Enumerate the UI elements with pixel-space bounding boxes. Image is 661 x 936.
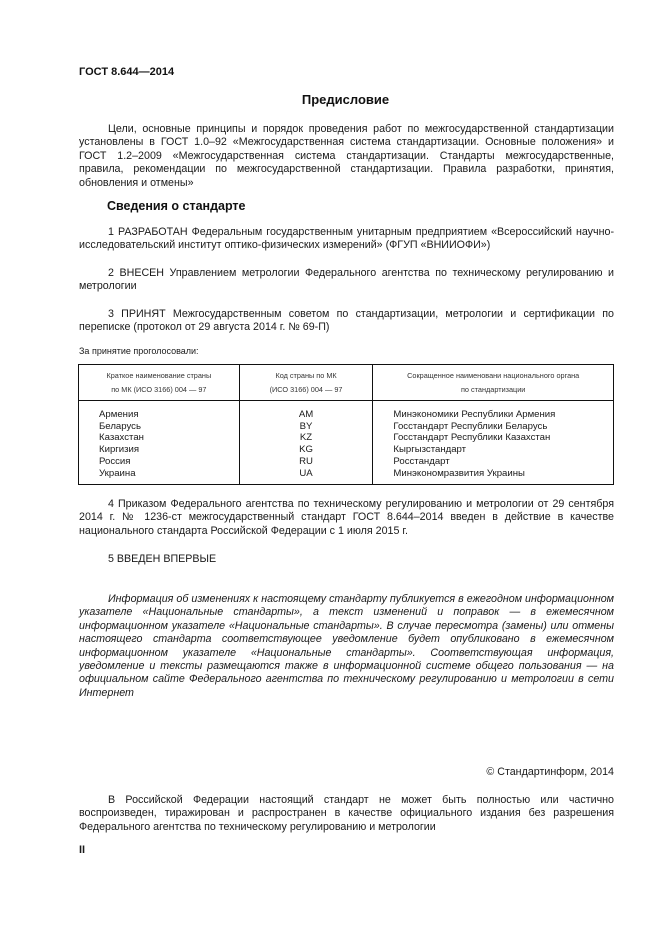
info-item-text: 1 РАЗРАБОТАН Федеральным государственным унитарным предприятием «Всероссийский научно-исследовательский институт оптико-физических измерений» (ФГУП «ВНИИОФИ»): [79, 226, 614, 252]
country-cell: Беларусь: [99, 420, 141, 432]
info-item-5: [79, 553, 614, 566]
copyright: © Стандартинформ, 2014: [486, 766, 614, 778]
body-cell: Госстандарт Республики Беларусь: [393, 420, 548, 432]
body-cell: Росстандарт: [393, 455, 450, 467]
column-header-code: [239, 365, 373, 401]
page-number: II: [79, 844, 86, 856]
info-item-2: [79, 267, 614, 294]
body-cell: Кыргызстандарт: [393, 444, 467, 456]
country-cell: Казахстан: [99, 432, 144, 444]
changes-notice-text: Информация об изменениях к настоящему стандарту публикуется в ежегодном информационном указателе «Национальные стандарты», а текст изменений и поправок — в ежемесячном информационном указателе «Национальные стандарты». В случае пересмотра (замены) или отмены настоящего стандарта соответствующее уведомление будет опубликовано в ежемесячном информационном указателе «Национальные стандарты». Соответствующая информация, уведомление и тексты размещаются также в информационной системе общего пользования — на официальном сайте Федерального агентства по техническому регулированию и метрологии в сети Интернет: [79, 593, 614, 699]
code-cell: AM: [298, 409, 314, 420]
column-header-body: [373, 365, 614, 401]
code-column: [239, 401, 373, 485]
code-cell: KG: [299, 444, 313, 456]
code-cell: BY: [299, 420, 313, 432]
column-header-country: [79, 365, 240, 401]
header-line: Код страны по МК: [275, 370, 337, 380]
header-line: Краткое наименование страны: [106, 370, 212, 380]
info-item-text: 2 ВНЕСЕН Управлением метрологии Федерального агентства по техническому регулированию и метрологии: [79, 267, 614, 293]
info-item-1: [79, 226, 614, 253]
vote-table-header: [79, 365, 614, 401]
code-cell: UA: [299, 467, 313, 479]
body-cell: Минэкономразвития Украины: [393, 467, 525, 479]
changes-notice: [79, 593, 614, 700]
foreword-title: Предисловие: [301, 92, 390, 107]
body-cell: Минэкономики Республики Армения: [393, 409, 556, 420]
header-line: Сокращенное наименовани национального органа: [407, 370, 580, 380]
vote-table: [78, 364, 614, 485]
info-item-text: 3 ПРИНЯТ Межгосударственным советом по стандартизации, метрологии и сертификации по переписке (протокол от 29 августа 2014 г. № 69-П): [79, 308, 614, 334]
info-item-text: 5 ВВЕДЕН ВПЕРВЫЕ: [108, 553, 217, 565]
header-line: по МК (ИСО 3166) 004 — 97: [111, 384, 207, 394]
code-cell: RU: [299, 455, 313, 467]
country-cell: Россия: [99, 455, 131, 467]
reproduction-notice: [79, 794, 614, 834]
country-column: [79, 401, 240, 485]
standard-info-title: Сведения о стандарте: [107, 199, 246, 213]
info-item-4: [79, 498, 614, 538]
code-cell: KZ: [299, 432, 313, 444]
country-cell: Киргизия: [99, 444, 140, 456]
body-column: [373, 401, 614, 485]
body-cell: Госстандарт Республики Казахстан: [393, 432, 551, 444]
country-cell: Армения: [99, 409, 139, 420]
foreword-paragraph: [79, 123, 614, 190]
vote-caption: За принятие проголосовали:: [79, 346, 199, 356]
info-item-text: 4 Приказом Федерального агентства по техническому регулированию и метрологии от 29 сентября 2014 г. № 1236-ст межгосударственный стандарт ГОСТ 8.644–2014 введен в действие в качестве национального стандарта Российской Федерации с 1 июля 2015 г.: [79, 498, 614, 537]
info-item-3: [79, 308, 614, 335]
header-line: (ИСО 3166) 004 — 97: [269, 384, 343, 394]
foreword-text: Цели, основные принципы и порядок проведения работ по межгосударственной стандартизации установлены в ГОСТ 1.0–92 «Межгосударственная система стандартизации. Основные положения» и ГОСТ 1.2–2009 «Межгосударственная система стандартизации. Стандарты межгосударственные, правила, рекомендации по межгосударственной стандартизации. Правила разработки, принятия, обновления и отмены»: [79, 123, 614, 189]
vote-table-body: [79, 401, 614, 485]
header-line: по стандартизации: [460, 384, 526, 394]
document-code: ГОСТ 8.644—2014: [79, 66, 175, 78]
reproduction-notice-text: В Российской Федерации настоящий стандарт не может быть полностью или частично воспроизведен, тиражирован и распространен в качестве официального издания без разрешения Федерального агентства по техническому регулированию и метрологии: [79, 794, 614, 833]
country-cell: Украина: [99, 467, 136, 479]
